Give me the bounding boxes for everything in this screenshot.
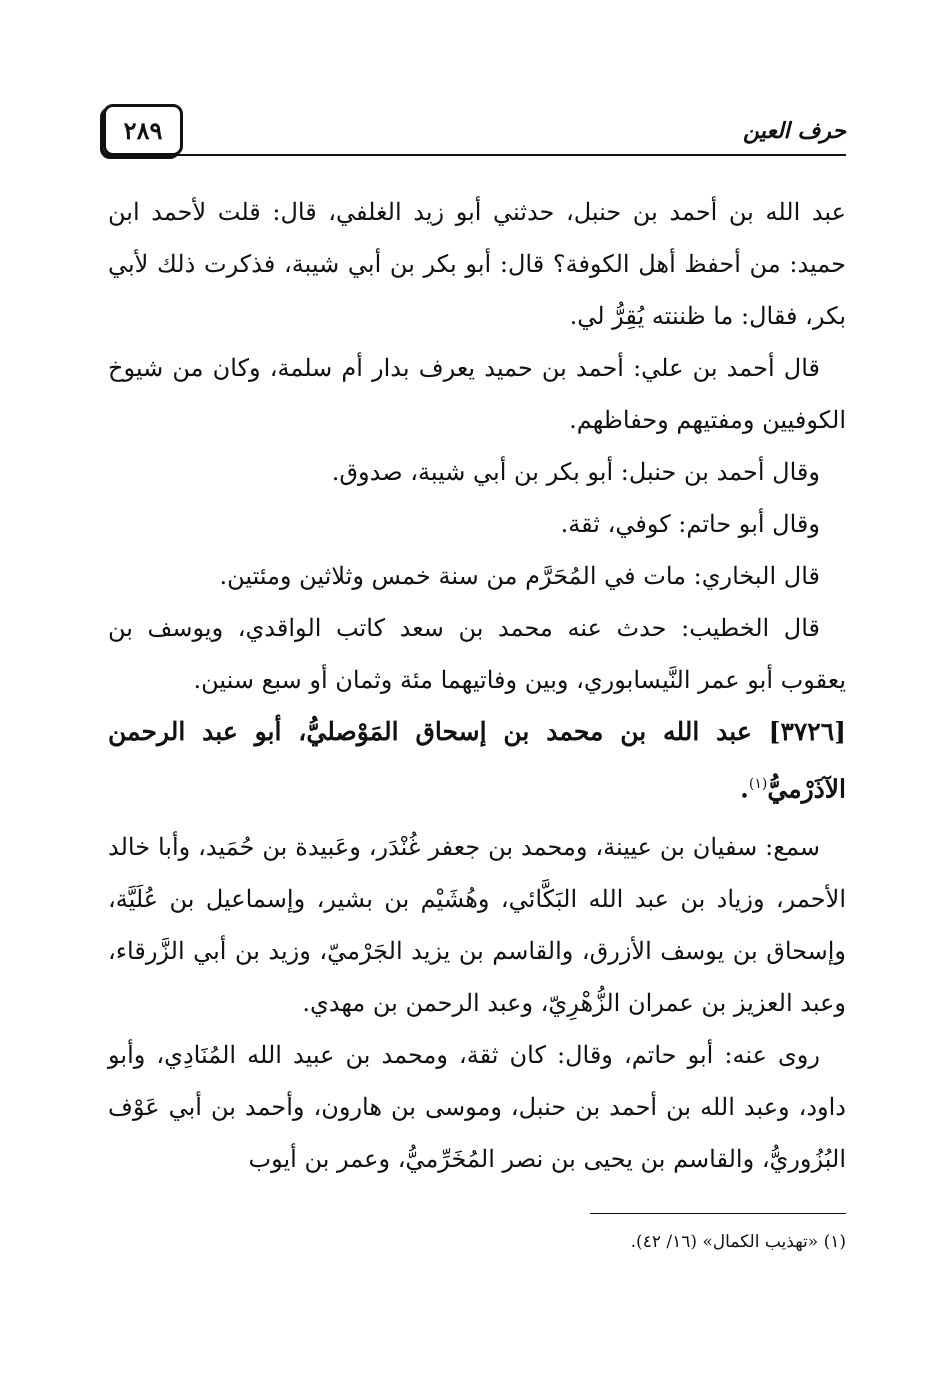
header-divider — [103, 154, 846, 156]
entry-heading-text: [٣٧٢٦] عبد الله بن محمد بن إسحاق المَوْصليُّ، أبو عبد الرحمن الآذَرْميُّ — [108, 717, 846, 804]
entry-paragraph-2: روى عنه: أبو حاتم، وقال: كان ثقة، ومحمد بن عبيد الله المُنَادِي، وأبو داود، وعبد الله بن أحمد بن حنبل، وموسى بن هارون، وأحمد بن أبي عَوْف البُزُوريُّ، والقاسم بن يحيى بن نصر المُخَرِّميُّ، وعمر بن أيوب — [108, 1041, 846, 1174]
paragraph-3: وقال أحمد بن حنبل: أبو بكر بن أبي شيبة، صدوق. — [331, 458, 820, 486]
entry-heading-end: . — [740, 774, 749, 804]
page-number — [103, 104, 183, 156]
footnote: (١) «تهذيب الكمال» (١٦/ ٤٢). — [630, 1232, 846, 1252]
paragraph-2: قال أحمد بن علي: أحمد بن حميد يعرف بدار أم سلمة، وكان من شيوخ الكوفيين ومفتيهم وحفاظهم. — [108, 354, 846, 434]
main-text — [108, 186, 846, 1185]
footnote-divider — [590, 1213, 846, 1214]
entry-paragraph-1: سمع: سفيان بن عيينة، ومحمد بن جعفر غُنْدَر، وعَبيدة بن حُمَيد، وأبا خالد الأحمر، وزياد بن عبد الله البَكَّائي، وهُشَيْم بن بشير، وإسماعيل بن عُلَيَّة، وإسحاق بن يوسف الأزرق، والقاسم بن يزيد الجَرْميّ، وزيد بن أبي الزَّرقاء، وعبد العزيز بن عمران الزُّهْرِيّ، وعبد الرحمن بن مهدي. — [108, 833, 846, 1018]
paragraph-4: وقال أبو حاتم: كوفي، ثقة. — [560, 510, 820, 538]
page-number-text: ٢٨٩ — [123, 115, 163, 145]
footnote-reference[interactable]: (١) — [748, 776, 768, 792]
entry-heading — [108, 706, 846, 815]
paragraph-5: قال البخاري: مات في المُحَرَّم من سنة خمس وثلاثين ومئتين. — [219, 562, 820, 590]
paragraph-1: عبد الله بن أحمد بن حنبل، حدثني أبو زيد الغلفي، قال: قلت لأحمد ابن حميد: من أحفظ أهل الكوفة؟ قال: أبو بكر بن أبي شيبة، فذكرت ذلك لأبي بكر، فقال: ما ظننته يُقِرُّ لي. — [108, 198, 846, 330]
paragraph-6: قال الخطيب: حدث عنه محمد بن سعد كاتب الواقدي، ويوسف بن يعقوب أبو عمر النَّيسابوري، وبين وفاتيهما مئة وثمان أو سبع سنين. — [108, 614, 846, 694]
running-header-title: حرف العين — [742, 118, 846, 144]
